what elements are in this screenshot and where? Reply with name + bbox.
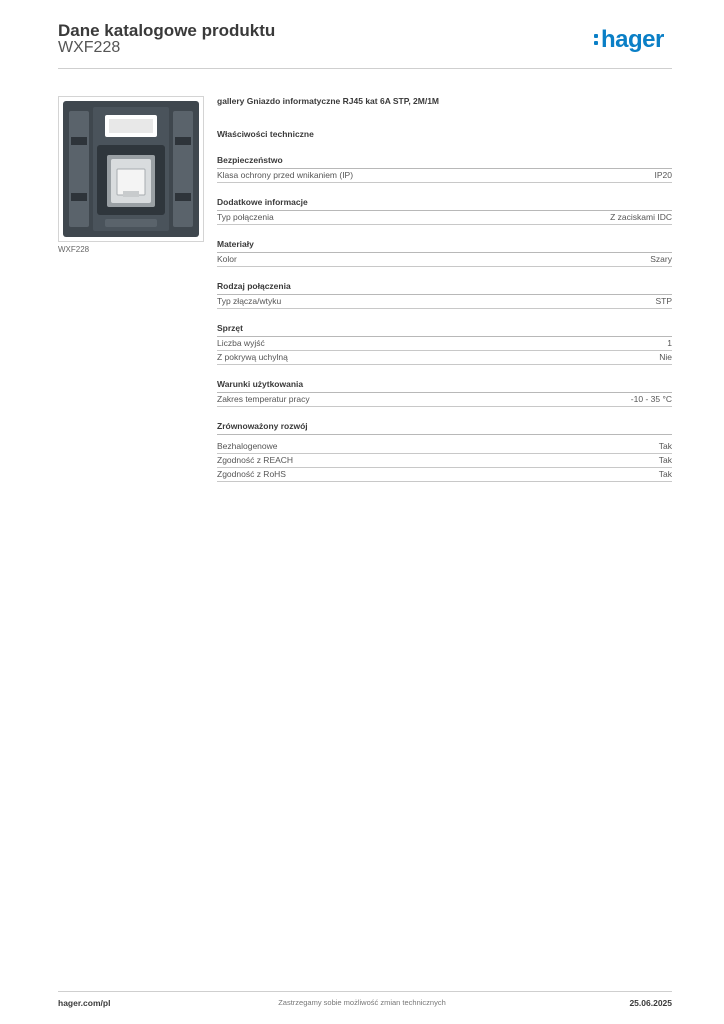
product-image bbox=[58, 96, 204, 242]
spec-group-operating-conditions bbox=[217, 379, 672, 407]
spec-row bbox=[217, 169, 672, 183]
rj45-socket-image bbox=[59, 97, 203, 241]
footer-website-link[interactable]: hager.com/pl bbox=[58, 998, 111, 1008]
spec-group-title: Warunki użytkowania bbox=[217, 379, 672, 393]
spec-value: Z zaciskami IDC bbox=[610, 212, 672, 222]
spec-value: Tak bbox=[658, 441, 672, 451]
product-code: WXF228 bbox=[58, 39, 121, 56]
spec-row bbox=[217, 351, 672, 365]
footer-notice: Zastrzegamy sobie możliwość zmian technicznych bbox=[278, 998, 446, 1007]
logo-dots-icon bbox=[594, 29, 599, 47]
spec-group-materials bbox=[217, 239, 672, 267]
spec-label: Zakres temperatur pracy bbox=[217, 394, 310, 404]
spec-row bbox=[217, 337, 672, 351]
footer-date: 25.06.2025 bbox=[629, 998, 672, 1008]
spec-value: Nie bbox=[659, 352, 672, 362]
spec-group-additional-info bbox=[217, 197, 672, 225]
spec-label: Typ złącza/wtyku bbox=[217, 296, 282, 306]
spec-group-title: Rodzaj połączenia bbox=[217, 281, 672, 295]
tech-properties-heading: Właściwości techniczne bbox=[217, 129, 314, 139]
spec-group-title: Dodatkowe informacje bbox=[217, 197, 672, 211]
spec-group-connection-type bbox=[217, 281, 672, 309]
spec-label: Z pokrywą uchylną bbox=[217, 352, 288, 362]
spec-group-title: Sprzęt bbox=[217, 323, 672, 337]
spec-group-title: Materiały bbox=[217, 239, 672, 253]
spec-label: Liczba wyjść bbox=[217, 338, 265, 348]
spec-value: -10 - 35 °C bbox=[630, 394, 672, 404]
product-name: gallery Gniazdo informatyczne RJ45 kat 6A STP, 2M/1M bbox=[217, 96, 440, 106]
image-caption: WXF228 bbox=[58, 245, 90, 254]
spec-label: Klasa ochrony przed wnikaniem (IP) bbox=[217, 170, 354, 180]
spec-content bbox=[217, 96, 672, 482]
footer-divider bbox=[58, 991, 672, 992]
spec-row bbox=[217, 454, 672, 468]
spec-row bbox=[217, 468, 672, 482]
spec-value: Szary bbox=[650, 254, 672, 264]
spec-value: STP bbox=[655, 296, 672, 306]
spec-group-title: Zrównoważony rozwój bbox=[217, 421, 672, 435]
header-divider bbox=[58, 68, 672, 69]
spec-row bbox=[217, 393, 672, 407]
page-title: Dane katalogowe produktu bbox=[58, 21, 276, 40]
spec-row bbox=[217, 253, 672, 267]
spec-group-title: Bezpieczeństwo bbox=[217, 155, 672, 169]
spec-label: Typ połączenia bbox=[217, 212, 274, 222]
spec-group-safety bbox=[217, 155, 672, 183]
spec-label: Bezhalogenowe bbox=[217, 441, 278, 451]
spec-group-hardware bbox=[217, 323, 672, 365]
spec-label: Zgodność z RoHS bbox=[217, 469, 286, 479]
hager-logo bbox=[594, 26, 664, 54]
spec-group-sustainability bbox=[217, 421, 672, 482]
spec-value: IP20 bbox=[654, 170, 672, 180]
spec-label: Kolor bbox=[217, 254, 237, 264]
spec-value: 1 bbox=[667, 338, 672, 348]
logo-text: hager bbox=[601, 26, 664, 53]
spec-row bbox=[217, 211, 672, 225]
spec-label: Zgodność z REACH bbox=[217, 455, 294, 465]
spec-value: Tak bbox=[658, 469, 672, 479]
spec-row bbox=[217, 440, 672, 454]
spec-value: Tak bbox=[658, 455, 672, 465]
spec-row bbox=[217, 295, 672, 309]
